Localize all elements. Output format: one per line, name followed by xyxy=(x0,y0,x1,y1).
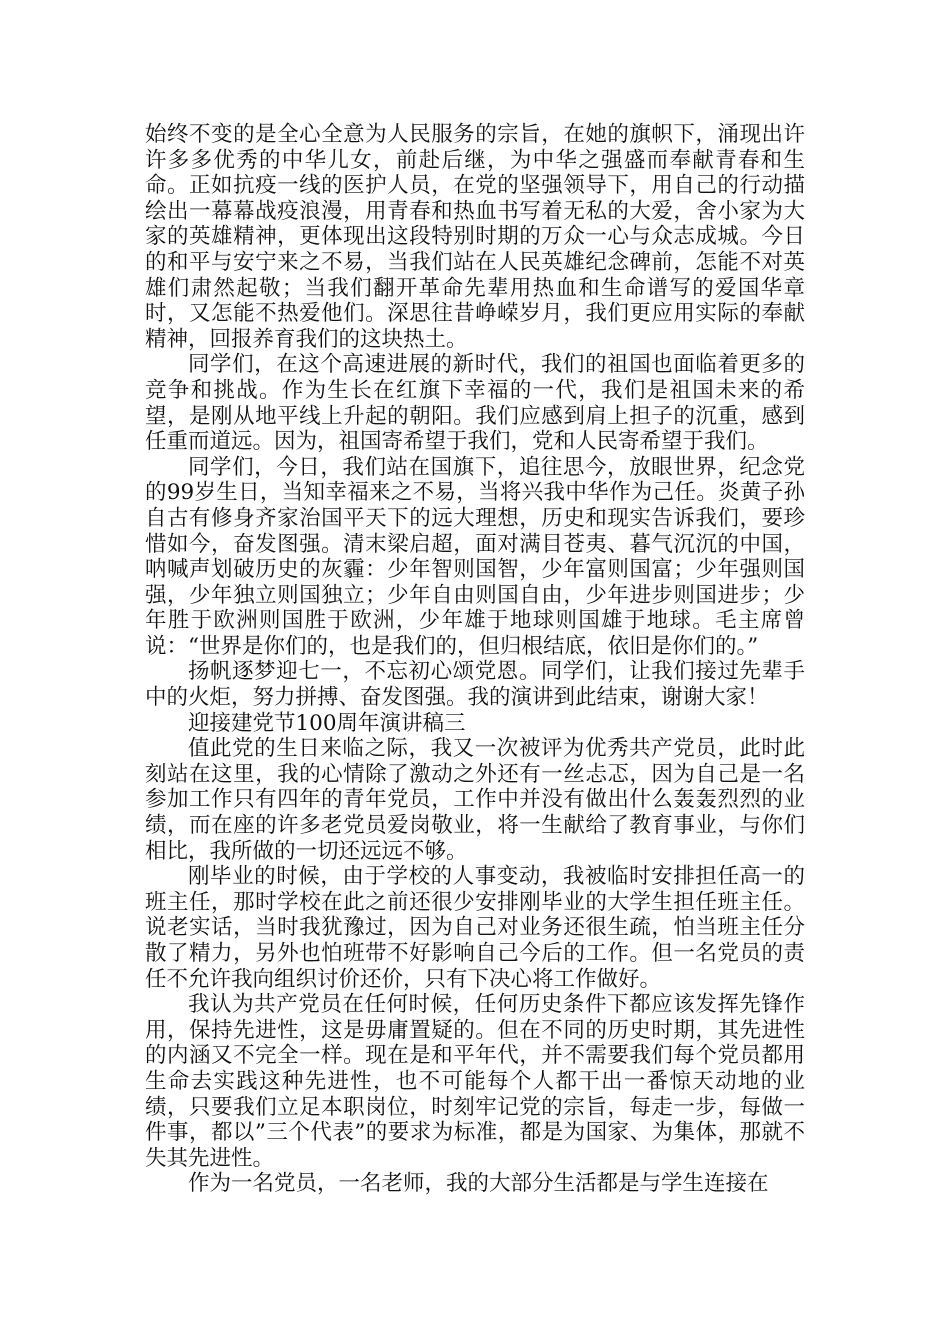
paragraph-7: 我认为共产党员在任何时候，任何历史条件下都应该发挥先锋作用，保持先进性，这是毋庸置疑的。但在不同的历史时期，其先进性的内涵又不完全一样。现在是和平年代，并不需要我们每个党员都用生命去实践这种先进性，也不可能每个人都干出一番惊天动地的业绩，只要我们立足本职岗位，时刻牢记党的宗旨，每走一步，每做一件事，都以”三个代表”的要求为标准，都是为国家、为集体，那就不失其先进性。 xyxy=(145,992,805,1171)
paragraph-4: 扬帆逐梦迎七一，不忘初心颂党恩。同学们，让我们接过先辈手中的火炬，努力拼搏、奋发图强。我的演讲到此结束，谢谢大家！ xyxy=(145,659,805,711)
paragraph-8: 作为一名党员，一名老师，我的大部分生活都是与学生连接在 xyxy=(188,1171,769,1197)
paragraph-6: 刚毕业的时候，由于学校的人事变动，我被临时安排担任高一的班主任，那时学校在此之前还很少安排刚毕业的大学生担任班主任。说老实话，当时我犹豫过，因为自己对业务还很生疏，怕当班主任分散了精力，另外也怕班带不好影响自己今后的工作。但一名党员的责任不允许我向组织讨价还价，只有下决心将工作做好。 xyxy=(145,864,805,992)
paragraph-1: 始终不变的是全心全意为人民服务的宗旨，在她的旗帜下，涌现出许许多多优秀的中华儿女，前赴后继，为中华之强盛而奉献青春和生命。正如抗疫一线的医护人员，在党的坚强领导下，用自己的行动描绘出一幕幕战疫浪漫，用青春和热血书写着无私的大爱，舍小家为大家的英雄精神，更体现出这段特别时期的万众一心与众志成城。今日的和平与安宁来之不易，当我们站在人民英雄纪念碑前，怎能不对英雄们肃然起敬；当我们翻开革命先辈用热血和生命谱写的爱国华章时，又怎能不热爱他们。深思往昔峥嵘岁月，我们更应用实际的奉献精神，回报养育我们的这块热土。 xyxy=(145,122,805,352)
paragraph-3: 同学们，今日，我们站在国旗下，追往思今，放眼世界，纪念党的99岁生日，当知幸福来之不易，当将兴我中华作为己任。炎黄子孙自古有修身齐家治国平天下的远大理想，历史和现实告诉我们，要珍惜如今，奋发图强。清末梁启超，面对满目苍夷、暮气沉沉的中国，呐喊声划破历史的灰霾：少年智则国智，少年富则国富；少年强则国强，少年独立则国独立；少年自由则国自由，少年进步则国进步；少年胜于欧洲则国胜于欧洲，少年雄于地球则国雄于地球。毛主席曾说：“世界是你们的，也是我们的，但归根结底，依旧是你们的。” xyxy=(145,454,805,659)
document-body xyxy=(145,122,805,1197)
paragraph-5: 值此党的生日来临之际，我又一次被评为优秀共产党员，此时此刻站在这里，我的心情除了激动之外还有一丝忐忑，因为自己是一名参加工作只有四年的青年党员，工作中并没有做出什么轰轰烈烈的业绩，而在座的许多老党员爱岗敬业，将一生献给了教育事业，与你们相比，我所做的一切还远远不够。 xyxy=(145,736,805,864)
paragraph-2: 同学们，在这个高速进展的新时代，我们的祖国也面临着更多的竞争和挑战。作为生长在红旗下幸福的一代，我们是祖国未来的希望，是刚从地平线上升起的朝阳。我们应感到肩上担子的沉重，感到任重而道远。因为，祖国寄希望于我们，党和人民寄希望于我们。 xyxy=(145,352,805,455)
section-heading: 迎接建党节100周年演讲稿三 xyxy=(188,710,466,736)
